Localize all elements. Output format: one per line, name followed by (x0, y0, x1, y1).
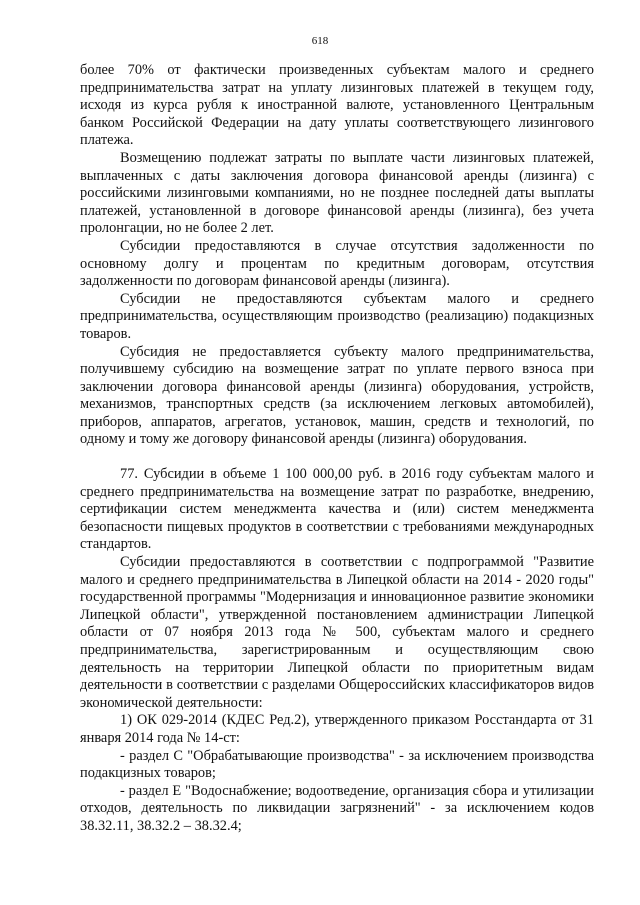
paragraph-section-e: - раздел Е "Водоснабжение; водоотведение, организация сбора и утилизации отходов, деятельность по ликвидации загрязнений" - за исключением кодов 38.32.11, 38.32.2 – 38.32.4; (80, 782, 594, 834)
paragraph-item-77: 77. Субсидии в объеме 1 100 000,00 руб. в 2016 году субъектам малого и среднего предпринимательства на возмещение затрат по разработке, внедрению, сертификации систем менеджмента качества и (или) систем менеджмента безопасности пищевых продуктов в соответствии с требованиями международных стандартов. (80, 466, 594, 553)
page-number: 618 (311, 35, 329, 47)
paragraph-excise-exclusion: Субсидии не предоставляются субъектам малого и среднего предпринимательства, осуществляющим производство (реализацию) подакцизных товаров. (80, 290, 594, 342)
paragraph-section-c: - раздел С "Обрабатывающие производства" - за исключением производства подакцизных товаров; (80, 747, 594, 782)
document-body (80, 62, 594, 836)
paragraph-subprogram-conditions: Субсидии предоставляются в соответствии с подпрограммой "Развитие малого и среднего предпринимательства в Липецкой области на 2014 - 2020 годы" государственной программы "Модернизация и инновационное развитие экономики Липецкой области", утвержденной постановлением администрации Липецкой области от 07 ноября 2013 года № 500, субъектам малого и среднего предпринимательства, зарегистрированным и осуществляющим свою деятельность на территории Липецкой области по приоритетным видам деятельности в соответствии с разделами Общероссийских классификаторов видов экономической деятельности: (80, 554, 594, 711)
paragraph-leasing-reimbursement: Возмещению подлежат затраты по выплате части лизинговых платежей, выплаченных с даты заключения договора финансовой аренды (лизинга) с российскими лизинговыми компаниями, но не позднее последней даты выплаты платежей, установленной в договоре финансовой аренды (лизинга), без учета пролонгации, но не более 2 лет. (80, 149, 594, 237)
paragraph-first-payment-exclusion: Субсидия не предоставляется субъекту малого предпринимательства, получившему субсидию на возмещение затрат по уплате первого взноса при заключении договора финансовой аренды (лизинга) оборудования, устройств, механизмов, транспортных средств (за исключением легковых автомобилей), приборов, аппаратов, агрегатов, установок, машин, средств и технологий, по одному и тому же договору финансовой аренды (лизинга) оборудования. (80, 343, 594, 448)
paragraph-no-debt-condition: Субсидии предоставляются в случае отсутствия задолженности по основному долгу и процентам по кредитным договорам, отсутствия задолженности по договорам финансовой аренды (лизинга). (80, 237, 594, 290)
paragraph-leasing-rate-continuation: более 70% от фактически произведенных субъектам малого и среднего предпринимательства затрат на уплату лизинговых платежей в текущем году, исходя из курса рубля к иностранной валюте, установленного Центральным банком Российской Федерации на дату уплаты соответствующего лизингового платежа. (80, 62, 594, 149)
paragraph-classifier-ok029: 1) ОК 029-2014 (КДЕС Ред.2), утвержденного приказом Росстандарта от 31 января 2014 года № 14-ст: (80, 712, 594, 746)
